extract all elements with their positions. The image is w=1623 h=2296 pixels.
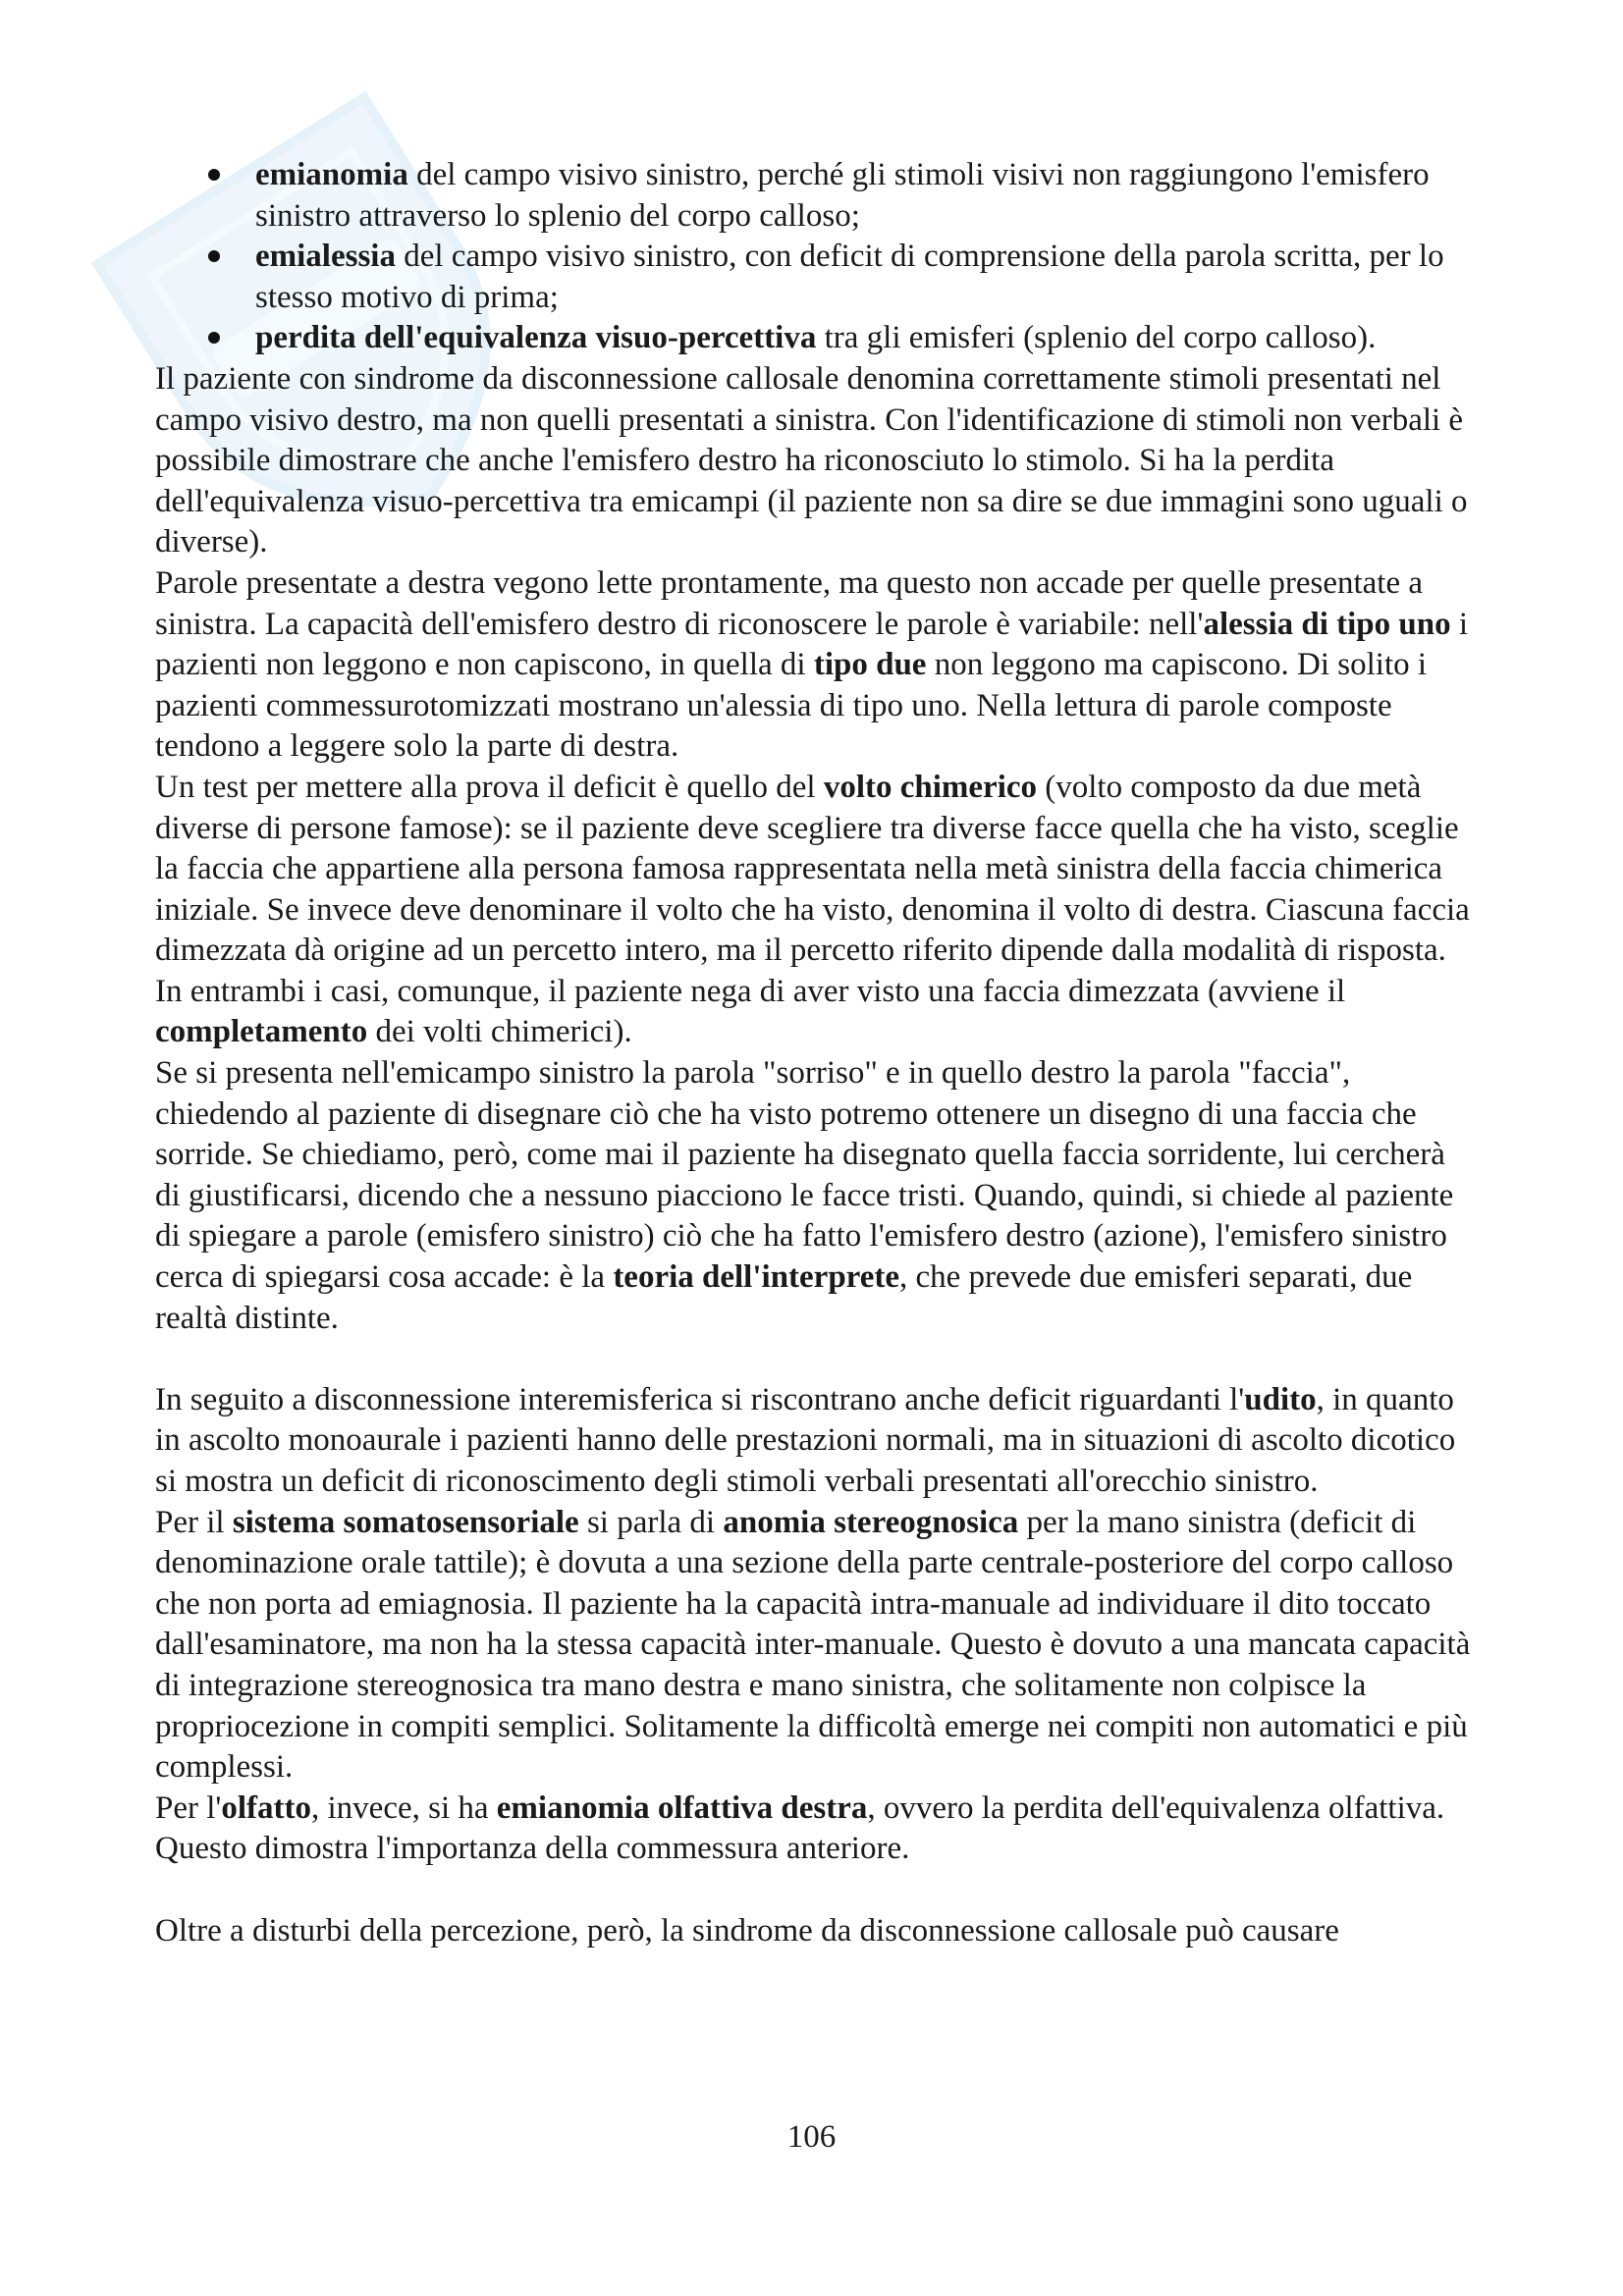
text-run: , che prevede due emisferi separati, due realtà distinte. xyxy=(155,1259,1413,1336)
page-body xyxy=(155,155,1476,1951)
bold-term: teoria dell'interprete xyxy=(613,1259,900,1296)
bold-term: olfatto xyxy=(221,1789,311,1826)
paragraph xyxy=(155,768,1476,1053)
page-number: 106 xyxy=(786,2119,837,2155)
text-run: non leggono ma capiscono. Di solito i pazienti commessurotomizzati mostrano un'alessia di tipo uno. Nella lettura di parole composte tendono a leggere solo la parte di destra. xyxy=(155,647,1428,765)
paragraph xyxy=(155,563,1476,768)
bold-term: emianomia olfattiva destra xyxy=(496,1789,868,1826)
list-item xyxy=(155,318,1476,359)
bold-term: tipo due xyxy=(813,647,927,683)
bullet-icon xyxy=(208,169,220,181)
text-run: , invece, si ha xyxy=(311,1789,497,1826)
text-run: (volto composto da due metà diverse di persone famose): se il paziente deve scegliere tra diverse facce quella che ha visto, sceglie la faccia che appartiene alla persona famosa rappresentata nella metà sinistra della faccia chimerica iniziale. Se invece deve denominare il volto che ha visto, denomina il volto di destra. Ciascuna faccia dimezzata dà origine ad un percetto intero, ma il percetto riferito dipende dalla modalità di risposta. In entrambi i casi, comunque, il paziente nega di aver visto una faccia dimezzata (avviene il xyxy=(155,769,1470,1009)
bullet-icon xyxy=(208,332,220,344)
text-run: Un test per mettere alla prova il deficit è quello del xyxy=(155,769,824,805)
text-run: , in quanto in ascolto monoaurale i pazienti hanno delle prestazioni normali, ma in situazioni di ascolto dicotico si mostra un deficit di riconoscimento degli stimoli verbali presentati all'orecchio sinistro. xyxy=(155,1381,1456,1499)
list-item xyxy=(155,155,1476,237)
paragraph xyxy=(155,1053,1476,1339)
bold-term: sistema somatosensoriale xyxy=(232,1504,579,1540)
bold-term: emianomia xyxy=(255,157,408,192)
bullet-icon xyxy=(208,250,220,262)
bold-term: volto chimerico xyxy=(823,769,1038,805)
list-item xyxy=(155,237,1476,318)
text-run: In seguito a disconnessione interemisferica si riscontrano anche deficit riguardanti l' xyxy=(155,1381,1245,1417)
bold-term: completamento xyxy=(155,1014,368,1050)
list-item-text: del campo visivo sinistro, con deficit di comprensione della parola scritta, per lo stesso motivo di prima; xyxy=(255,239,1444,315)
bold-term: perdita dell'equivalenza visuo-percettiva xyxy=(255,320,817,356)
paragraph: Oltre a disturbi della percezione, però, la sindrome da disconnessione callosale può causare xyxy=(155,1912,1339,1949)
text-run: Parole presentate a destra vegono lette prontamente, ma questo non accade per quelle presentate a sinistra. La capacità dell'emisfero destro di riconoscere le parole è variabile: nell' xyxy=(155,564,1424,642)
bold-term: emialessia xyxy=(255,239,396,275)
text-run: Per il xyxy=(155,1504,233,1540)
text-run: Se si presenta nell'emicampo sinistro la parola "sorriso" e in quello destro la parola "faccia", chiedendo al paziente di disegnare ciò che ha visto potremo ottenere un disegno di una faccia che sorride. Se chiediamo, però, come mai il paziente ha disegnato quella faccia sorridente, lui cercherà di giustificarsi, dicendo che a nessuno piacciono le facce tristi. Quando, quindi, si chiede al paziente di spiegare a parole (emisfero sinistro) ciò che ha fatto l'emisfero destro (azione), l'emisfero sinistro cerca di spiegarsi cosa accade: è la xyxy=(155,1055,1454,1296)
text-run: i pazienti non leggono e non capiscono, in quella di xyxy=(155,606,1469,683)
list-item-text: del campo visivo sinistro, perché gli stimoli visivi non raggiungono l'emisfero sinistro attraverso lo splenio del corpo calloso; xyxy=(255,157,1430,234)
paragraph xyxy=(155,1380,1476,1503)
bold-term: alessia di tipo uno xyxy=(1203,606,1451,642)
paragraph: Il paziente con sindrome da disconnessione callosale denomina correttamente stimoli presentati nel campo visivo destro, ma non quelli presentati a sinistra. Con l'identificazione di stimoli non verbali è possibile dimostrare che anche l'emisfero destro ha riconosciuto lo stimolo. Si ha la perdita dell'equivalenza visuo-percettiva tra emicampi (il paziente non sa dire se due immagini sono uguali o diverse). xyxy=(155,360,1468,561)
symptom-list xyxy=(155,155,1476,359)
paragraph xyxy=(155,1503,1476,1789)
list-item-text: tra gli emisferi (splenio del corpo calloso). xyxy=(816,320,1377,356)
bold-term: anomia stereognosica xyxy=(723,1504,1019,1540)
text-run: Per l' xyxy=(155,1789,222,1826)
paragraph xyxy=(155,1789,1476,1870)
text-run: , ovvero la perdita dell'equivalenza olfattiva. Questo dimostra l'importanza della commessura anteriore. xyxy=(155,1789,1445,1867)
text-run: si parla di xyxy=(578,1504,724,1540)
text-run: dei volti chimerici). xyxy=(367,1014,632,1050)
bold-term: udito xyxy=(1244,1381,1317,1417)
text-run: per la mano sinistra (deficit di denominazione orale tattile); è dovuta a una sezione della parte centrale-posteriore del corpo calloso che non porta ad emiagnosia. Il paziente ha la capacità intra-manuale ad individuare il dito toccato dall'esaminatore, ma non ha la stessa capacità inter-manuale. Questo è dovuto a una mancata capacità di integrazione stereognosica tra mano destra e mano sinistra, che solitamente non colpisce la propriocezione in compiti semplici. Solitamente la difficoltà emerge nei compiti non automatici e più complessi. xyxy=(155,1504,1471,1786)
